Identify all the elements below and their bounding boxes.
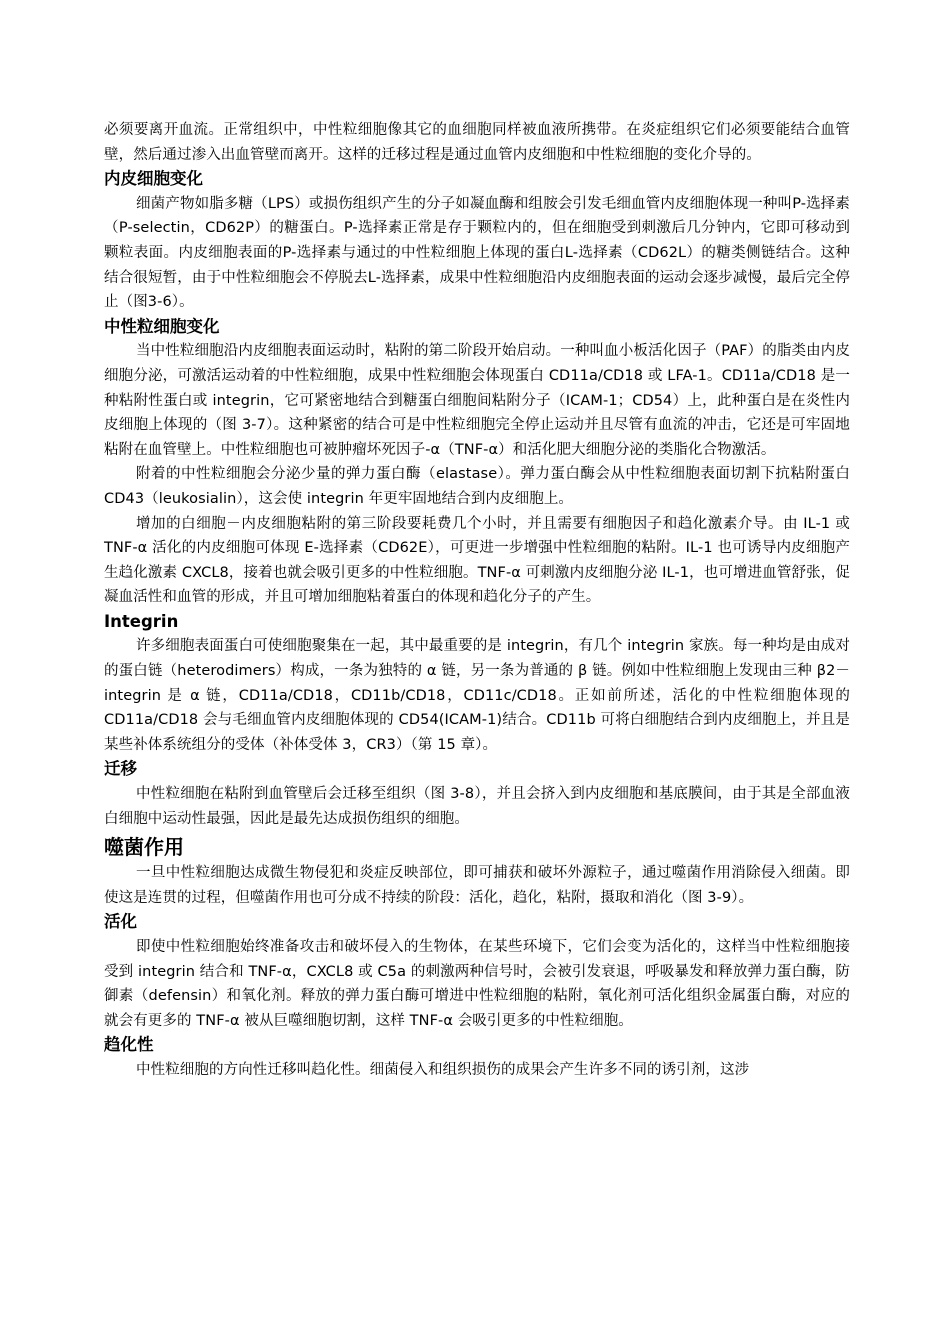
heading-neutrophil-changes: 中性粒细胞变化 (104, 316, 220, 336)
heading-activation: 活化 (104, 912, 137, 932)
document-page (104, 118, 850, 1083)
paragraph-activation: 即使中性粒细胞始终准备攻击和破坏侵入的生物体，在某些环境下，它们会变为活化的，这样当中性粒细胞接受到 integrin 结合和 TNF-α，CXCL8 或 C5a 的刺激两种信号时，会被引发衰退，呼吸暴发和释放弹力蛋白酶，防御素（defensin）和氧化剂。释放的弹力蛋白酶可增进中性粒细胞的粘附，氧化剂可活化组织金属蛋白酶，对应的就会有更多的 TNF-α 被从巨噬细胞切割，这样 TNF-α 会吸引更多的中性粒细胞。 (104, 939, 850, 1029)
heading-chemotaxis: 趋化性 (104, 1035, 154, 1055)
paragraph-chemotaxis: 中性粒细胞的方向性迁移叫趋化性。细菌侵入和组织损伤的成果会产生许多不同的诱引剂，这涉 (136, 1061, 750, 1078)
paragraph-migration: 中性粒细胞在粘附到血管壁后会迁移至组织（图 3-8），并且会挤入到内皮细胞和基底膜间，由于其是全部血液白细胞中运动性最强，因此是最先达成损伤组织的细胞。 (104, 786, 850, 827)
paragraph-neutrophil-3: 增加的白细胞－内皮细胞粘附的第三阶段要耗费几个小时，并且需要有细胞因子和趋化激素介导。由 IL-1 或 TNF-α 活化的内皮细胞可体现 E-选择素（CD62E），可更进一步增强中性粒细胞的粘附。IL-1 也可诱导内皮细胞产生趋化激素 CXCL8，接着也就会吸引更多的中性粒细胞。TNF-α 可刺激内皮细胞分泌 IL-1，也可增进血管舒张，促凝血活性和血管的形成，并且可增加细胞粘着蛋白的体现和趋化分子的产生。 (104, 515, 850, 606)
paragraph-neutrophil-1: 当中性粒细胞沿内皮细胞表面运动时，粘附的第二阶段开始启动。一种叫血小板活化因子（PAF）的脂类由内皮细胞分泌，可激活运动着的中性粒细胞，成果中性粒细胞会体现蛋白 CD11a/CD18 或 LFA-1。CD11a/CD18 是一种粘附性蛋白或 integrin，它可紧密地结合到糖蛋白细胞间粘附分子（ICAM-1；CD54）上，此种蛋白是在炎性内皮细胞上体现的（图 3-7）。这种紧密的结合可是中性粒细胞完全停止运动并且尽管有血流的冲击，它还是可牢固地粘附在血管壁上。中性粒细胞也可被肿瘤坏死因子-α（TNF-α）和活化肥大细胞分泌的类脂化合物激活。 (104, 343, 850, 458)
paragraph-neutrophil-2: 附着的中性粒细胞会分泌少量的弹力蛋白酶（elastase）。弹力蛋白酶会从中性粒细胞表面切割下抗粘附蛋白 CD43（leukosialin），这会使 integrin 年更牢固地结合到内皮细胞上。 (104, 466, 850, 507)
paragraph-integrin: 许多细胞表面蛋白可使细胞聚集在一起，其中最重要的是 integrin，有几个 integrin 家族。每一种均是由成对的蛋白链（heterodimers）构成，一条为独特的 α 链，另一条为普通的 β 链。例如中性粒细胞上发现由三种 β2－integrin 是 α 链，CD11a/CD18，CD11b/CD18，CD11c/CD18。正如前所述，活化的中性粒细胞体现的 CD11a/CD18 会与毛细血管内皮细胞体现的 CD54(ICAM-1)结合。CD11b 可将白细胞结合到内皮细胞上，并且是某些补体系统组分的受体（补体受体 3，CR3）（第 15 章）。 (104, 638, 851, 753)
heading-integrin: Integrin (104, 611, 179, 631)
paragraph-phagocytosis: 一旦中性粒细胞达成微生物侵犯和炎症反映部位，即可捕获和破坏外源粒子，通过噬菌作用消除侵入细菌。即使这是连贯的过程，但噬菌作用也可分成不持续的阶段：活化，趋化，粘附，摄取和消化（图 3-9）。 (104, 865, 850, 906)
paragraph-intro: 必须要离开血流。正常组织中，中性粒细胞像其它的血细胞同样被血液所携带。在炎症组织它们必须要能结合血管壁，然后通过渗入出血管壁而离开。这样的迁移过程是通过血管内皮细胞和中性粒细胞的变化介导的。 (104, 122, 850, 163)
paragraph-endothelial: 细菌产物如脂多糖（LPS）或损伤组织产生的分子如凝血酶和组胺会引发毛细血管内皮细胞体现一种叫P-选择素（P-selectin，CD62P）的糖蛋白。P-选择素正常是存于颗粒内的，但在细胞受到刺激后几分钟内，它即可移动到颗粒表面。内皮细胞表面的P-选择素与通过的中性粒细胞上体现的蛋白L-选择素（CD62L）的糖类侧链结合。这种结合很短暂，由于中性粒细胞会不停脱去L-选择素，成果中性粒细胞沿内皮细胞表面的运动会逐步减慢，最后完全停止（图3-6）。 (104, 195, 850, 311)
heading-migration: 迁移 (104, 759, 137, 779)
heading-phagocytosis: 噬菌作用 (104, 835, 184, 860)
heading-endothelial-changes: 内皮细胞变化 (104, 169, 203, 189)
